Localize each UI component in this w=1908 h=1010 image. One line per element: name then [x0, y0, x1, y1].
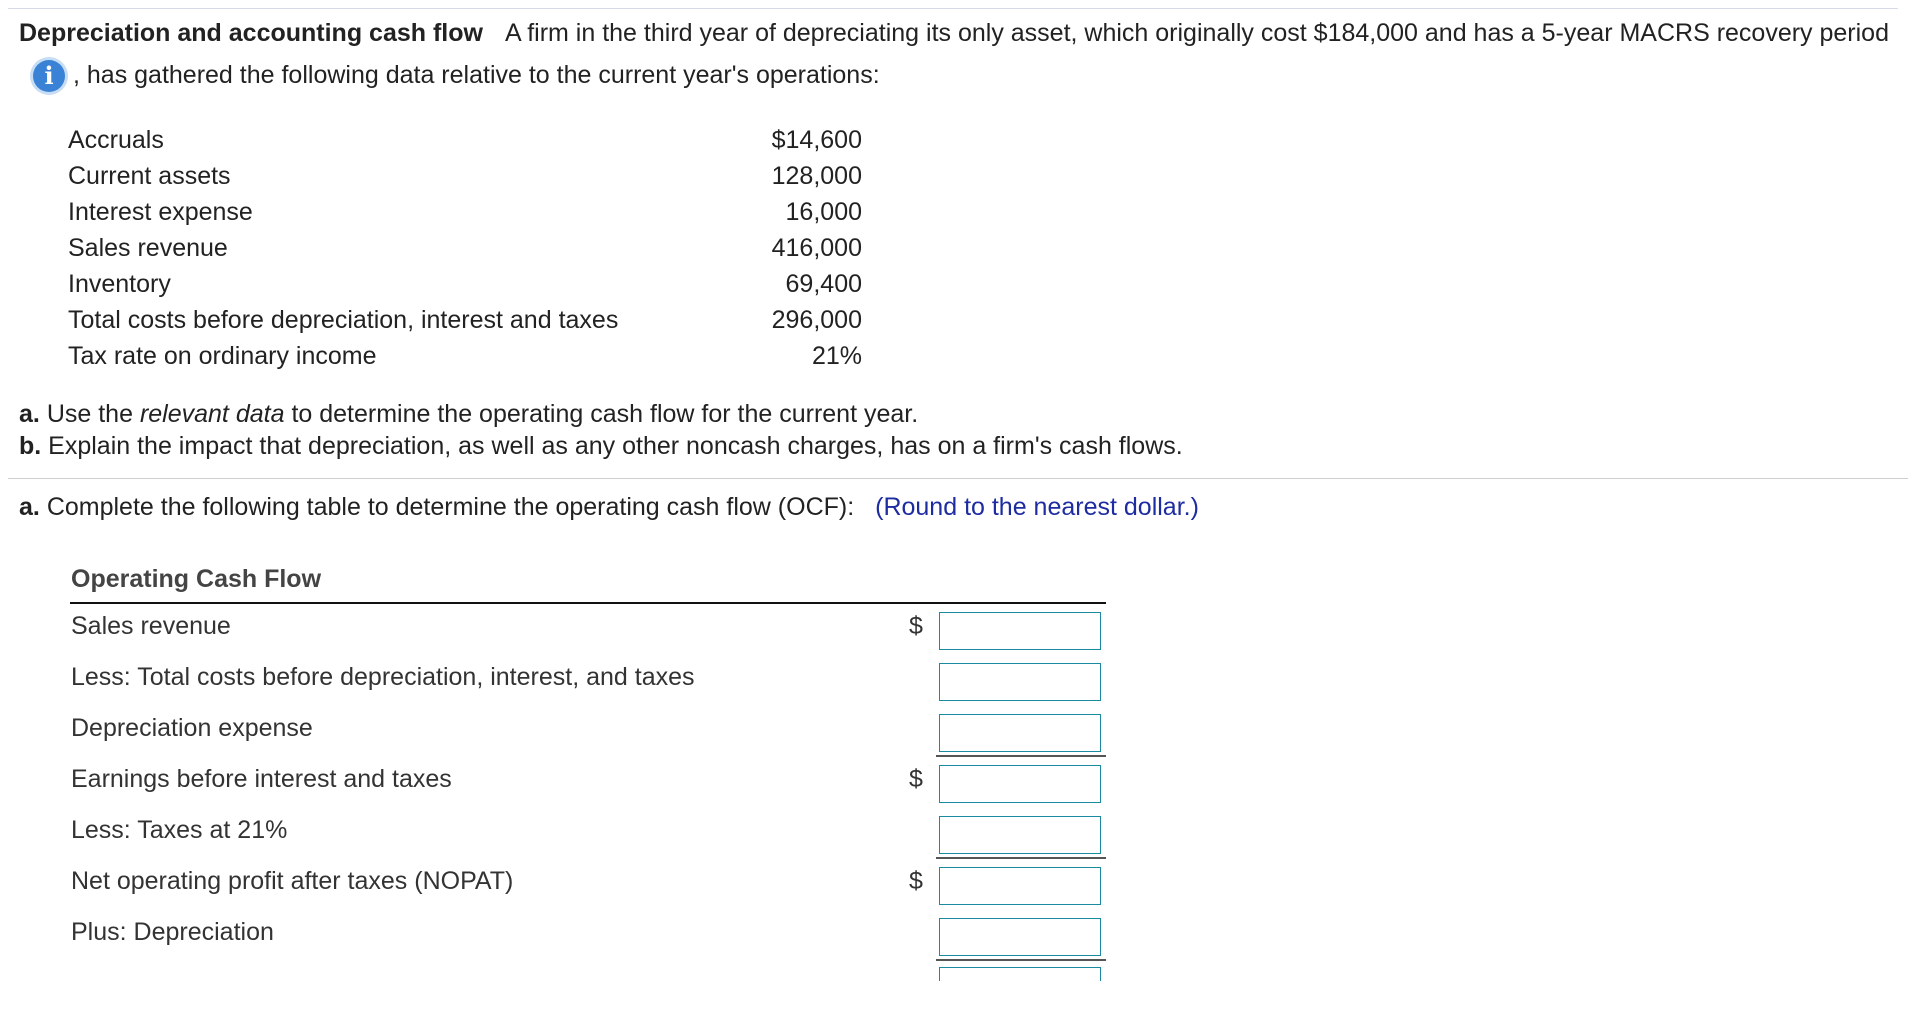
- ocf-table: [70, 560, 1106, 961]
- data-row: [68, 230, 862, 266]
- part-a-instruction: [19, 490, 1199, 524]
- question-a-label: a.: [19, 400, 40, 428]
- question-a: [19, 398, 1183, 430]
- row-label: Earnings before interest and taxes: [71, 765, 452, 793]
- info-icon[interactable]: i: [33, 60, 65, 92]
- data-table: [68, 122, 862, 374]
- data-value: 16,000: [785, 197, 862, 226]
- question-b-text: Explain the impact that depreciation, as well as any other noncash charges, has on a firm's cash flows.: [48, 432, 1183, 460]
- data-row: [68, 194, 862, 230]
- section-divider: [8, 478, 1908, 479]
- problem-text: A firm in the third year of depreciating its only asset, which originally cost $184,000 and has a 5-year MACRS recovery period: [504, 19, 1889, 47]
- data-label: Sales revenue: [68, 233, 228, 262]
- question-b-label: b.: [19, 432, 42, 460]
- data-value: 128,000: [771, 161, 862, 190]
- data-label: Total costs before depreciation, interest and taxes: [68, 305, 619, 334]
- data-row: [68, 302, 862, 338]
- data-label: Accruals: [68, 125, 164, 154]
- ocf-row-ebit: [70, 757, 1106, 808]
- data-row: [68, 266, 862, 302]
- sales-revenue-input[interactable]: [939, 612, 1101, 650]
- row-label: Sales revenue: [71, 612, 231, 640]
- data-row: [68, 122, 862, 158]
- dollar-sign: $: [909, 867, 923, 895]
- row-label: Less: Total costs before depreciation, interest, and taxes: [71, 663, 695, 691]
- data-label: Current assets: [68, 161, 231, 190]
- ocf-row-nopat: [70, 859, 1106, 910]
- data-value: 69,400: [785, 269, 862, 298]
- data-row: [68, 158, 862, 194]
- question-a-text-end: to determine the operating cash flow for the current year.: [291, 400, 919, 428]
- plus-depreciation-input[interactable]: [939, 918, 1101, 956]
- ocf-row-sales-revenue: [70, 604, 1106, 655]
- part-a-text: Complete the following table to determine the operating cash flow (OCF):: [46, 493, 855, 521]
- data-value: $14,600: [771, 125, 862, 154]
- ocf-row-depreciation-expense: [70, 706, 1106, 757]
- data-value: 296,000: [771, 305, 862, 334]
- question-b: [19, 430, 1183, 462]
- row-label: Less: Taxes at 21%: [71, 816, 288, 844]
- subtotal-rule: [936, 959, 1106, 961]
- data-label: Inventory: [68, 269, 171, 298]
- part-a-label: a.: [19, 493, 40, 521]
- data-label: Interest expense: [68, 197, 253, 226]
- problem-statement: [19, 12, 1889, 96]
- data-row: [68, 338, 862, 374]
- depreciation-expense-input[interactable]: [939, 714, 1101, 752]
- data-value: 416,000: [771, 233, 862, 262]
- ocf-row-total-costs: [70, 655, 1106, 706]
- questions: [19, 398, 1183, 462]
- rounding-hint: (Round to the nearest dollar.): [875, 493, 1199, 521]
- total-costs-input[interactable]: [939, 663, 1101, 701]
- ocf-row-taxes: [70, 808, 1106, 859]
- row-label: Plus: Depreciation: [71, 918, 274, 946]
- ebit-input[interactable]: [939, 765, 1101, 803]
- taxes-input[interactable]: [939, 816, 1101, 854]
- ocf-row-plus-depreciation: [70, 910, 1106, 961]
- problem-title: Depreciation and accounting cash flow: [19, 19, 483, 47]
- data-value: 21%: [811, 341, 862, 370]
- question-a-italic: relevant data: [139, 400, 285, 428]
- dollar-sign: $: [909, 612, 923, 640]
- dollar-sign: $: [909, 765, 923, 793]
- row-label: Depreciation expense: [71, 714, 313, 742]
- nopat-input[interactable]: [939, 867, 1101, 905]
- data-label: Tax rate on ordinary income: [68, 341, 377, 370]
- top-divider: [8, 8, 1898, 9]
- question-a-text: Use the: [46, 400, 133, 428]
- ocf-table-header: Operating Cash Flow: [71, 565, 322, 593]
- ocf-input-partial[interactable]: [939, 967, 1101, 981]
- row-label: Net operating profit after taxes (NOPAT): [71, 867, 514, 895]
- problem-text-continued: , has gathered the following data relative to the current year's operations:: [73, 61, 880, 89]
